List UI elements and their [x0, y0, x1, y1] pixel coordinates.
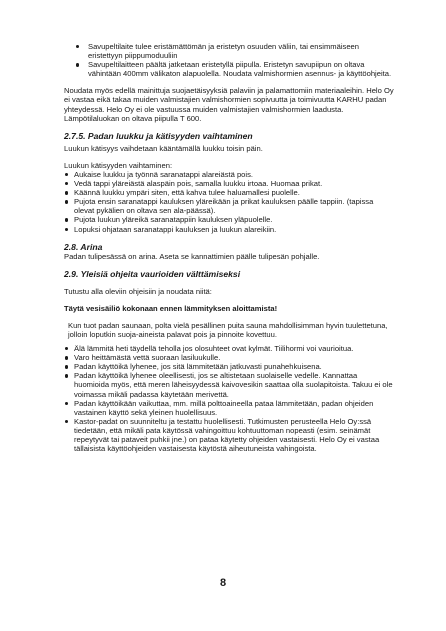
heading-2-9: 2.9. Yleisiä ohjeita vaurioiden välttämiseksi — [64, 268, 241, 279]
list-item: Savupeltilaite tulee eristämättömän ja eristetyn osuuden väliin, tai ensimmäiseen eristettyyn piippumoduuliin — [88, 42, 394, 60]
list-item: Lopuksi ohjataan saranatappi kauluksen ja luukun alareikiin. — [74, 225, 394, 234]
list-item: Älä lämmitä heti täydellä teholla jos olosuhteet ovat kylmät. Tiilihormi voi vaurioitua. — [74, 344, 394, 353]
heading-2-7-5: 2.7.5. Padan luukku ja kätisyyden vaihtaminen — [64, 130, 253, 141]
list-item: Padan käyttöikään vaikuttaa, mm. millä polttoaineella pataa lämmitetään, padan ohjeiden vastainen käyttö sekä yleinen huolellisuus. — [74, 399, 394, 417]
list-item: Aukaise luukku ja työnnä saranatappi alareiästä pois. — [74, 170, 394, 179]
list-item: Padan käyttöikä lyhenee oleellisesti, jos se altistetaan suolaiselle vedelle. Kannattaa huomioida myös, että meren läheisyydessä kaivovesikin saattaa olla suolapitoista. Takuu ei ole voimassa mikäli padassa käytetään merivettä. — [74, 371, 393, 399]
list-item: Kastor-padat on suunniteltu ja testattu huolellisesti. Tutkimusten perusteella Helo Oy:ssä tiedetään, että mikäli pata käytössä vahingoittuu kohtuuttoman nopeasti (esim. seinämät repeytyvät tai pataveit puhkii jne.) on pataa käytetty ohjeiden vastaisesti. Helo Oy ei vastaa tällaisista käyttöohjeiden vastaisesta käytöstä aiheutuneista vahingoista. — [74, 417, 394, 453]
list-item: Vedä tappi yläreiästä alaspäin pois, samalla luukku irtoaa. Huomaa prikat. — [74, 179, 394, 188]
first-burn-paragraph: Kun tuot padan saunaan, polta vielä pesällinen puita sauna mahdollisimman hyvin tuulettetuna, jolloin loputkin suoja-aineista palavat pois ja pinnoite kovettuu. — [68, 320, 388, 339]
heading-2-8: 2.8. Arina — [64, 241, 103, 252]
list-item: Savupeltilaitteen päältä jatketaan eristetyllä piipulla. Eristetyn savupiipun on oltava vähintään 400mm välikaton alapuolella. Noudata valmishormien asennus- ja käyttöohjeita. — [88, 60, 394, 78]
fill-tank-notice: Täytä vesisäiliö kokonaan ennen lämmityksen aloittamista! — [64, 303, 278, 313]
list-item: Pujota ensin saranatappi kauluksen yläreikään ja prikat kauluksen päälle tappiin. (tapissa olevat pykälien on oltava sen ala-päässä). — [74, 197, 394, 215]
door-steps-title: Luukun kätisyyden vaihtaminen: — [64, 160, 173, 170]
list-item: Padan käyttöikä lyhenee, jos sitä lämmitetään jatkuvasti punahehkuisena. — [74, 362, 394, 371]
door-intro: Luukun kätisyys vaihdetaan kääntämällä luukku toisin päin. — [64, 143, 263, 153]
list-item: Varo heittämästä vettä suoraan lasiluukulle. — [74, 353, 394, 362]
guidelines-list — [64, 344, 394, 453]
manual-page — [64, 42, 394, 453]
list-top — [64, 42, 394, 78]
grate-text: Padan tulipesässä on arina. Aseta se kannattimien päälle tulipesän pohjalle. — [64, 251, 320, 261]
page-number: 8 — [219, 577, 227, 589]
guidelines-intro: Tutustu alla oleviin ohjeisiin ja noudata niitä: — [64, 286, 212, 296]
list-item: Käännä luukku ympäri siten, että kahva tulee haluamallesi puolelle. — [74, 188, 394, 197]
door-steps-list — [64, 170, 394, 234]
list-item: Pujota luukun yläreikä saranatappiin kauluksen yläpuolelle. — [74, 215, 394, 224]
warning-paragraph: Noudata myös edellä mainittuja suojaetäisyyksiä palaviin ja palamattomiin materiaaleihin. Helo Oy ei vastaa eikä takaa muiden valmistajien valmishormien sopivuutta ja toimivuutta KARHU padan yhteydessä. Helo Oy ei ole vastuussa muiden valmistajien valmishormien laadusta. Lämpötilaluokan on oltava piipulla T 600. — [64, 86, 394, 123]
